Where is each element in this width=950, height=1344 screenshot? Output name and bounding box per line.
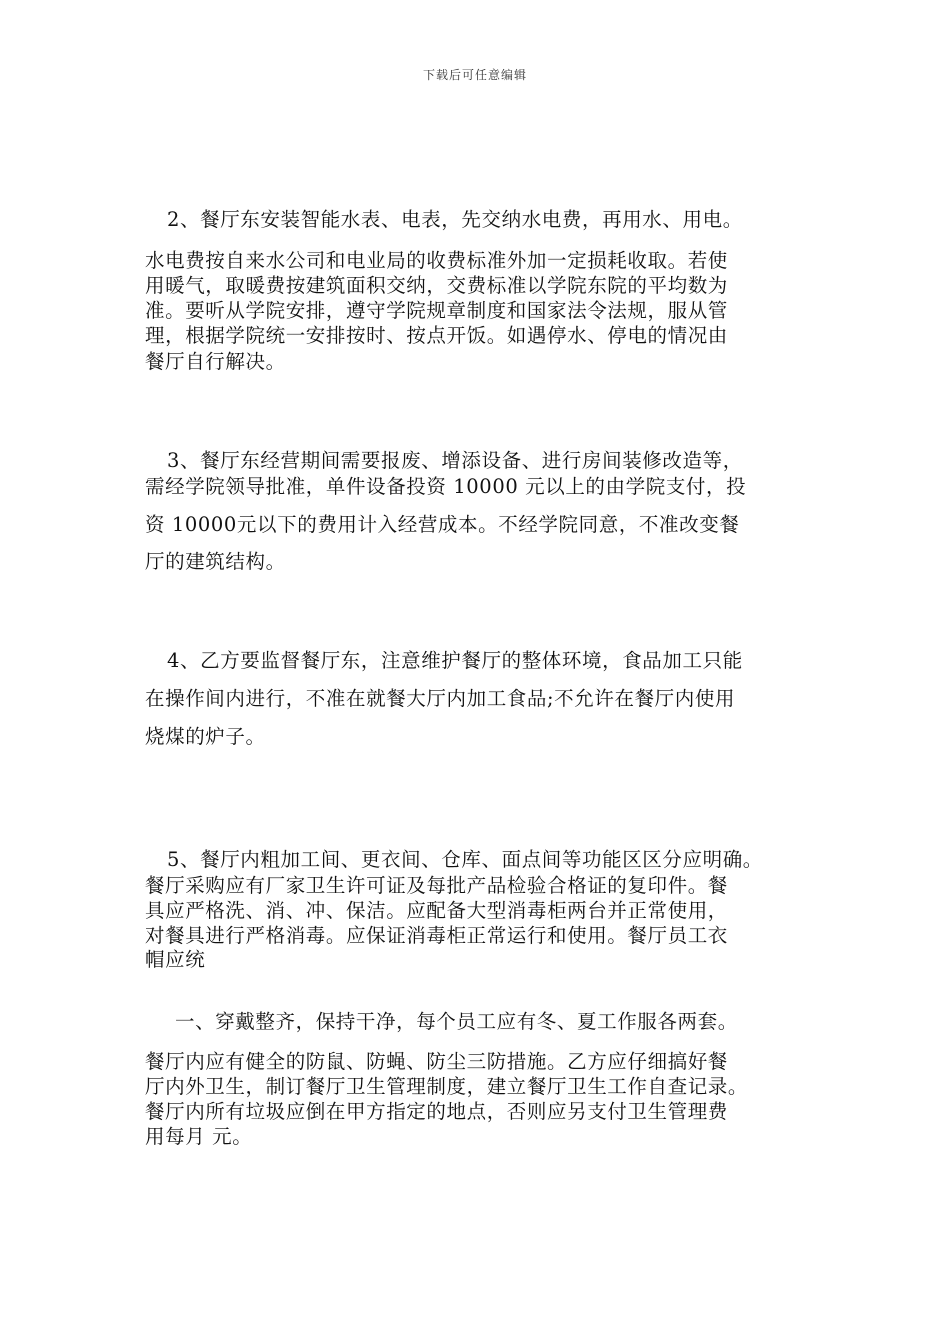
- text-line: 水电费按自来水公司和电业局的收费标准外加一定损耗收取。若使: [145, 249, 728, 272]
- text-line: 用每月 元。: [145, 1125, 253, 1148]
- text-line: 餐厅内应有健全的防鼠、防蝇、防尘三防措施。乙方应仔细搞好餐: [145, 1050, 728, 1073]
- text-line: 准。要听从学院安排，遵守学院规章制度和国家法令法规，服从管: [145, 299, 728, 322]
- text-line: 帽应统: [145, 948, 206, 971]
- text-line: 具应严格洗、消、冲、保洁。应配备大型消毒柜两台并正常使用，: [145, 899, 728, 922]
- text-line: 2、餐厅东安装智能水表、电表，先交纳水电费，再用水、用电。: [167, 208, 743, 231]
- text-line: 对餐具进行严格消毒。应保证消毒柜正常运行和使用。餐厅员工衣: [145, 924, 728, 947]
- text-line: 3、餐厅东经营期间需要报废、增添设备、进行房间装修改造等，: [167, 449, 743, 472]
- text-line: 厅内外卫生，制订餐厅卫生管理制度，建立餐厅卫生工作自查记录。: [145, 1075, 749, 1098]
- text-line: 烧煤的炉子。: [145, 725, 266, 748]
- text-line: 资 10000元以下的费用计入经营成本。不经学院同意，不准改变餐: [145, 513, 740, 536]
- text-line: 餐厅自行解决。: [145, 350, 286, 373]
- text-line: 需经学院领导批准，单件设备投资 10000 元以上的由学院支付，投: [145, 475, 747, 498]
- text-line: 餐厅内所有垃圾应倒在甲方指定的地点，否则应另支付卫生管理费: [145, 1100, 728, 1123]
- text-line: 厅的建筑结构。: [145, 550, 286, 573]
- text-line: 用暖气，取暖费按建筑面积交纳，交费标准以学院东院的平均数为: [145, 274, 728, 297]
- text-line: 5、餐厅内粗加工间、更衣间、仓库、面点间等功能区区分应明确。: [167, 848, 763, 871]
- text-line: 在操作间内进行，不准在就餐大厅内加工食品;不允许在餐厅内使用: [145, 687, 736, 710]
- text-line: 4、乙方要监督餐厅东，注意维护餐厅的整体环境，食品加工只能: [167, 649, 743, 672]
- page-header: 下载后可任意编辑: [422, 68, 527, 82]
- text-line: 一、穿戴整齐，保持干净，每个员工应有冬、夏工作服各两套。: [175, 1010, 738, 1033]
- text-line: 理，根据学院统一安排按时、按点开饭。如遇停水、停电的情况由: [145, 324, 728, 347]
- text-line: 餐厅采购应有厂家卫生许可证及每批产品检验合格证的复印件。餐: [145, 874, 728, 897]
